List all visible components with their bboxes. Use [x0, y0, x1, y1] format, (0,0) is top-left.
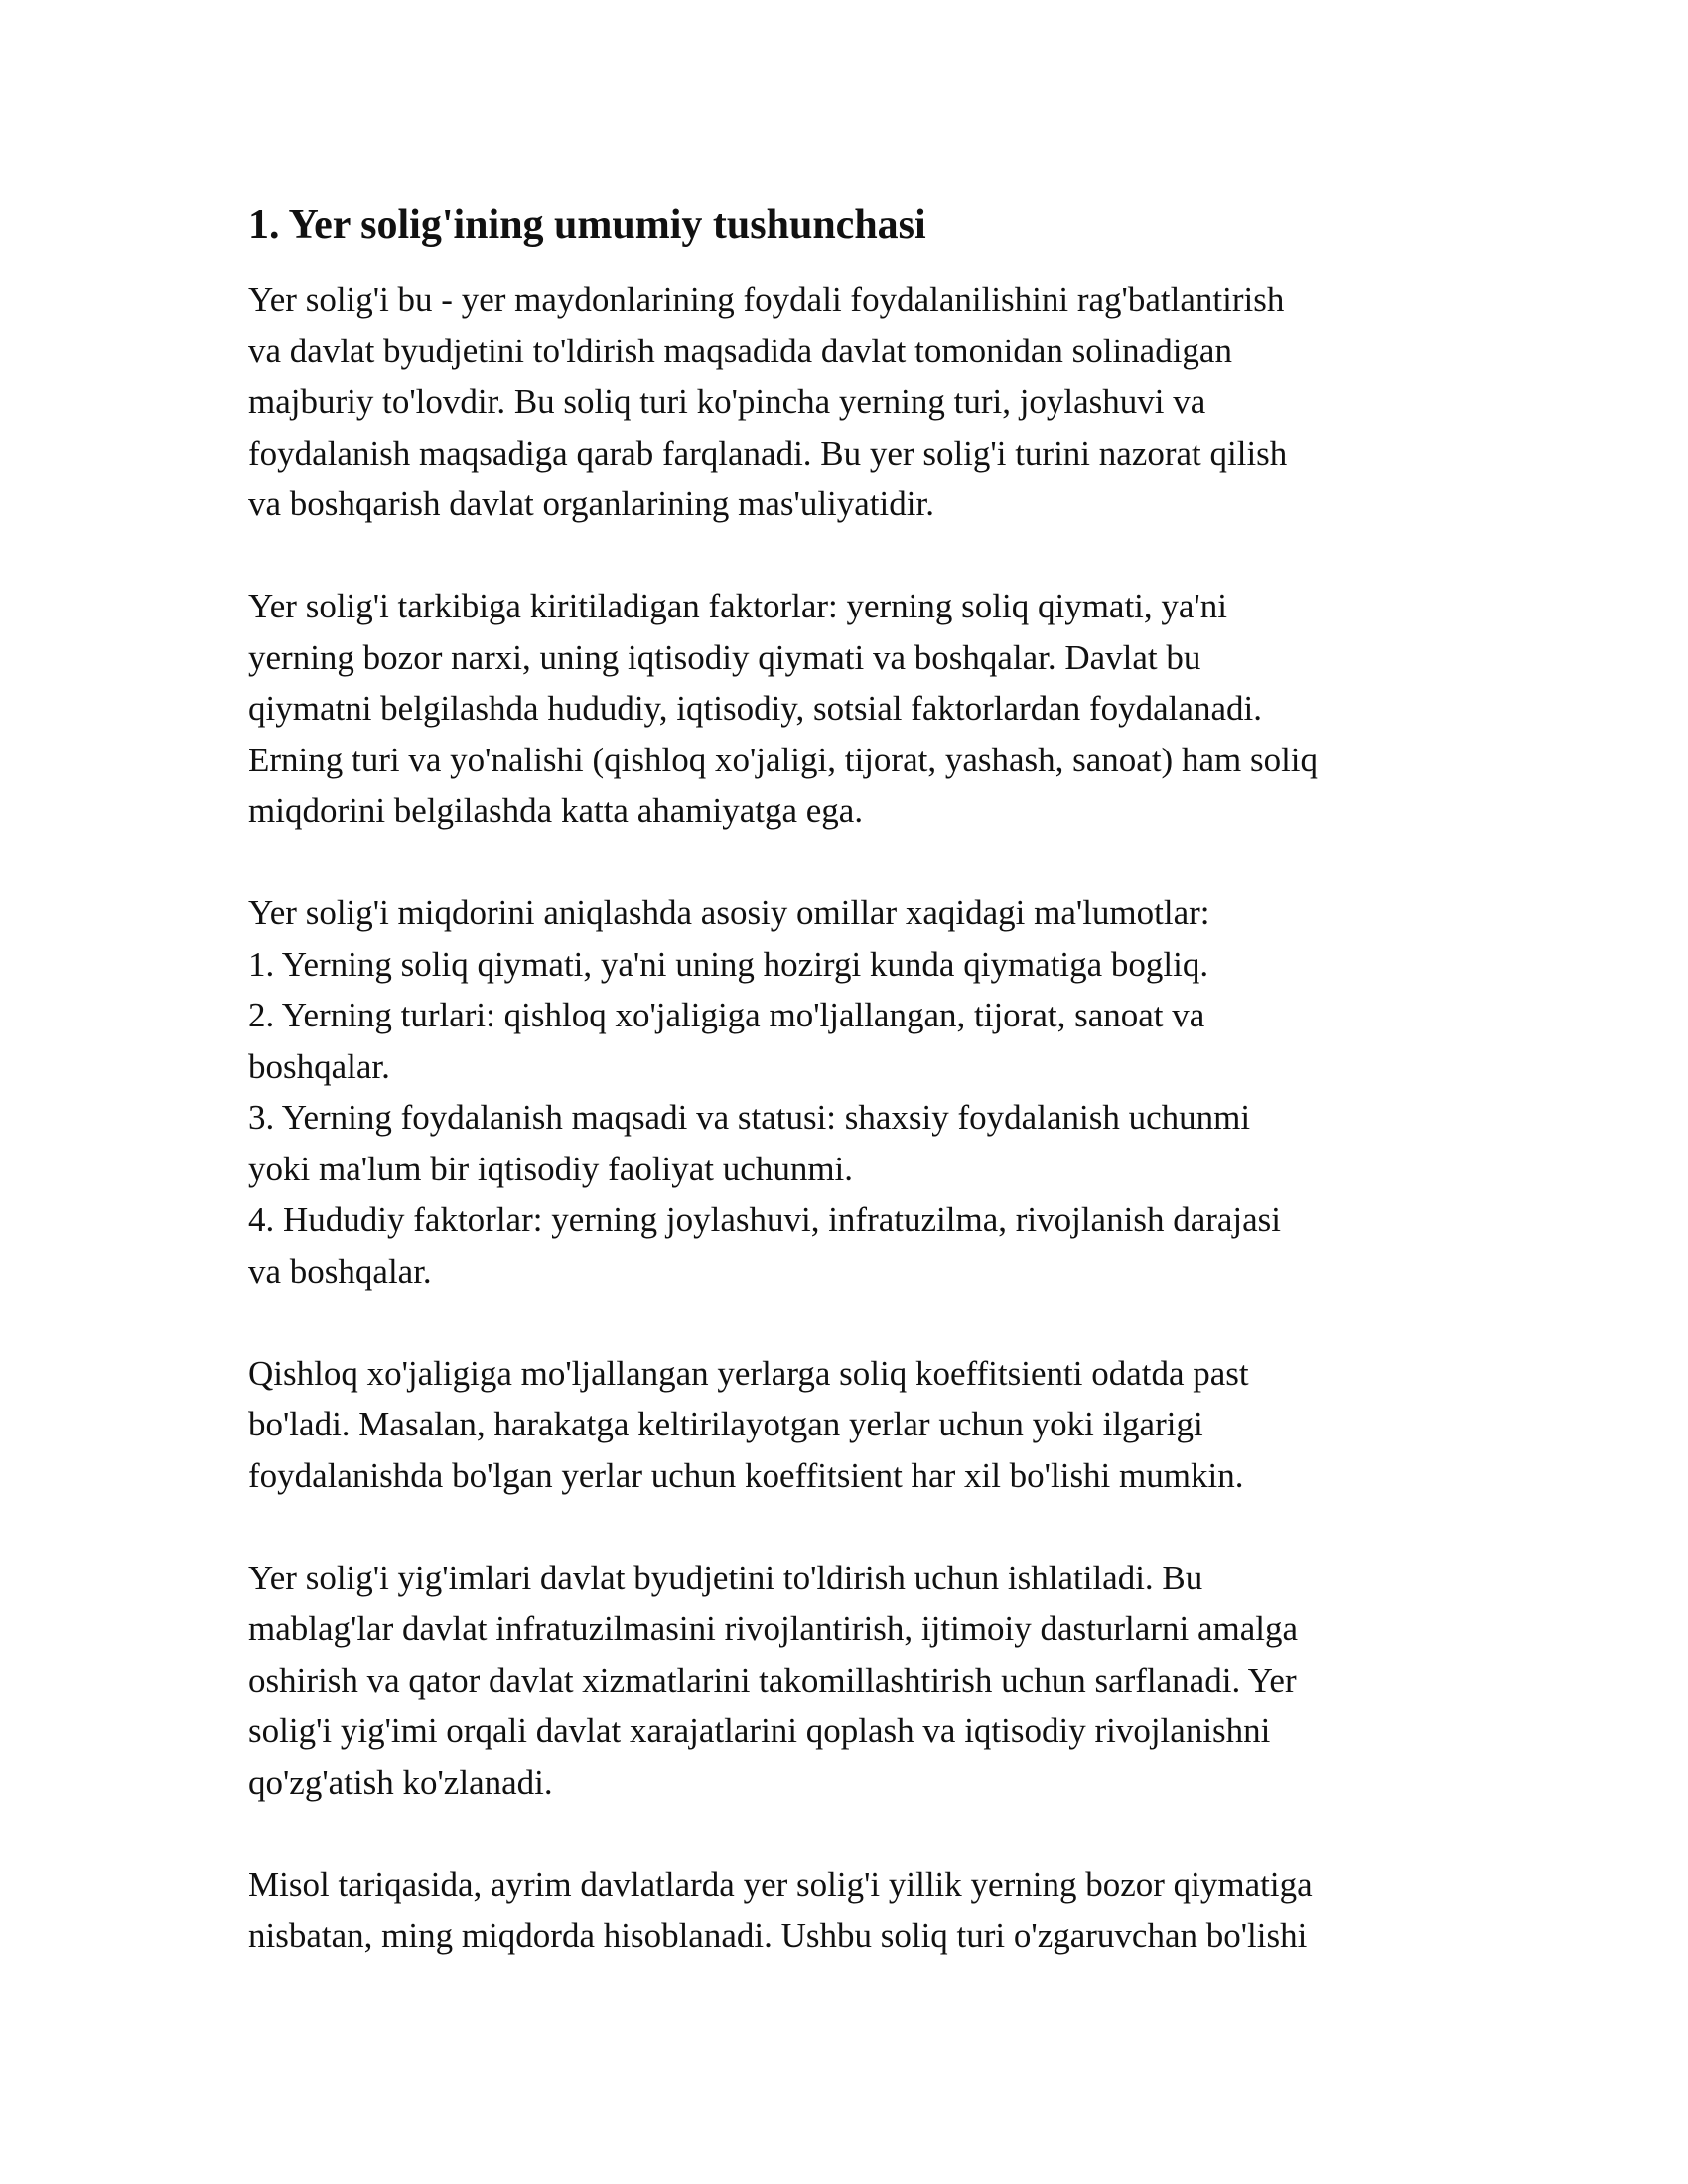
text-line: Erning turi va yo'nalishi (qishloq xo'jaligi, tijorat, yashash, sanoat) ham soliq — [248, 740, 1319, 779]
text-line: mablag'lar davlat infratuzilmasini rivojlantirish, ijtimoiy dasturlarni amalga — [248, 1609, 1298, 1648]
document-title: 1. Yer solig'ining umumiy tushunchasi — [248, 203, 926, 248]
paragraph-agriculture-coefficient — [248, 1348, 1460, 1502]
list-item-continuation: yoki ma'lum bir iqtisodiy faoliyat uchunmi. — [248, 1149, 854, 1188]
text-line: foydalanishda bo'lgan yerlar uchun koeffitsient har xil bo'lishi mumkin. — [248, 1455, 1244, 1495]
text-line: yerning bozor narxi, uning iqtisodiy qiymati va boshqalar. Davlat bu — [248, 637, 1201, 677]
text-line: oshirish va qator davlat xizmatlarini takomillashtirish uchun sarflanadi. Yer — [248, 1660, 1297, 1700]
text-line: Misol tariqasida, ayrim davlatlarda yer solig'i yillik yerning bozor qiymatiga — [248, 1864, 1313, 1904]
text-line: majburiy to'lovdir. Bu soliq turi ko'pincha yerning turi, joylashuvi va — [248, 382, 1206, 421]
text-line: Yer solig'i bu - yer maydonlarining foydali foydalanilishini rag'batlantirish — [248, 280, 1285, 319]
text-line: qiymatni belgilashda hududiy, iqtisodiy, sotsial faktorlardan foydalanadi. — [248, 689, 1262, 728]
list-item-continuation: va boshqalar. — [248, 1251, 432, 1291]
text-line: Yer solig'i miqdorini aniqlashda asosiy omillar xaqidagi ma'lumotlar: — [248, 893, 1210, 932]
text-line: Yer solig'i tarkibiga kiritiladigan faktorlar: yerning soliq qiymati, ya'ni — [248, 587, 1227, 625]
text-line: foydalanish maqsadiga qarab farqlanadi. Bu yer solig'i turini nazorat qilish — [248, 433, 1288, 473]
list-item: 3. Yerning foydalanish maqsadi va statusi: shaxsiy foydalanish uchunmi — [248, 1098, 1251, 1137]
text-line: qo'zg'atish ko'zlanadi. — [248, 1762, 553, 1802]
paragraph-factors — [248, 581, 1460, 837]
paragraph-main-factors-list — [248, 887, 1460, 1297]
document-page — [248, 189, 1460, 2012]
text-line: bo'ladi. Masalan, harakatga keltirilayotgan yerlar uchun yoki ilgarigi — [248, 1405, 1203, 1443]
text-line: miqdorini belgilashda katta ahamiyatga ega. — [248, 791, 864, 830]
text-line: nisbatan, ming miqdorda hisoblanadi. Ushbu soliq turi o'zgaruvchan bo'lishi — [248, 1916, 1308, 1955]
list-item: 1. Yerning soliq qiymati, ya'ni uning hozirgi kunda qiymatiga bogliq. — [248, 944, 1209, 984]
paragraph-tax-usage — [248, 1553, 1460, 1809]
paragraph-example — [248, 1859, 1460, 1962]
text-line: Qishloq xo'jaligiga mo'ljallangan yerlarga soliq koeffitsienti odatda past — [248, 1353, 1249, 1393]
list-item: 4. Hududiy faktorlar: yerning joylashuvi, infratuzilma, rivojlanish darajasi — [248, 1200, 1282, 1239]
text-line: va boshqarish davlat organlarining mas'uliyatidir. — [248, 484, 934, 523]
text-line: Yer solig'i yig'imlari davlat byudjetini to'ldirish uchun ishlatiladi. Bu — [248, 1558, 1203, 1597]
list-item-continuation: boshqalar. — [248, 1046, 390, 1086]
text-line: va davlat byudjetini to'ldirish maqsadida davlat tomonidan solinadigan — [248, 331, 1232, 370]
text-line: solig'i yig'imi orqali davlat xarajatlarini qoplash va iqtisodiy rivojlanishni — [248, 1711, 1271, 1750]
list-item: 2. Yerning turlari: qishloq xo'jaligiga mo'ljallangan, tijorat, sanoat va — [248, 996, 1205, 1034]
paragraph-definition — [248, 274, 1460, 530]
